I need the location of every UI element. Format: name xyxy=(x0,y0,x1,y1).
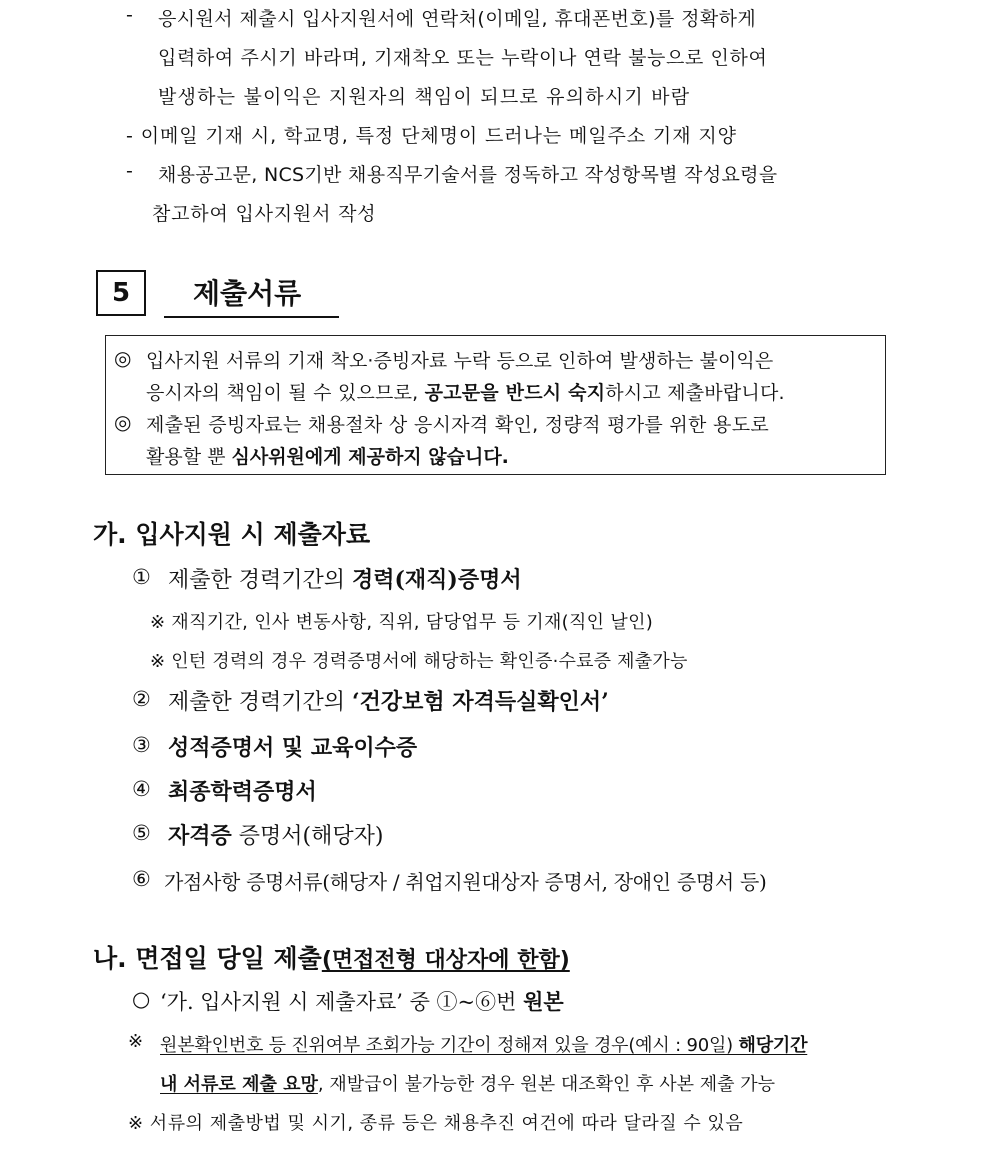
part-b-original-text: ‘가. 입사지원 시 제출자료’ 중 ①~⑥번 xyxy=(160,990,524,1014)
notice-p1-emphasis: 공고문을 반드시 숙지 xyxy=(424,382,606,404)
item-1-number: ① xyxy=(132,565,151,589)
intro-line-1: 응시원서 제출시 입사지원서에 연락처(이메일, 휴대폰번호)를 정확하게 xyxy=(158,8,757,30)
part-b-original-line xyxy=(160,986,564,1016)
notice-p1-line1: 입사지원 서류의 기재 착오·증빙자료 누락 등으로 인하여 발생하는 불이익은 xyxy=(146,350,774,372)
item-5 xyxy=(168,819,383,850)
part-b-original-emphasis: 원본 xyxy=(523,989,564,1014)
notice-bullet-1: ◎ xyxy=(114,346,132,370)
intro-line-2: 입력하여 주시기 바라며, 기재착오 또는 누락이나 연락 불능으로 인하여 xyxy=(158,47,768,69)
item-3-number: ③ xyxy=(132,733,151,757)
intro-line-3: 발생하는 불이익은 지원자의 책임이 되므로 유의하시기 바람 xyxy=(158,86,691,108)
intro-line-4: - 이메일 기재 시, 학교명, 특정 단체명이 드러나는 메일주소 기재 지양 xyxy=(126,125,737,147)
part-a-heading: 가. 입사지원 시 제출자료 xyxy=(93,520,371,549)
notice-p2-text: 활용할 뿐 xyxy=(146,446,232,468)
notice-p2-line2 xyxy=(146,442,509,469)
item-1-note-2: ※ 인턴 경력의 경우 경력증명서에 해당하는 확인증·수료증 제출가능 xyxy=(150,651,688,672)
part-b-note-1-text: 원본확인번호 등 진위여부 조회가능 기간이 정해져 있을 경우(예시 : 90일) xyxy=(160,1035,739,1056)
section-title-underline xyxy=(164,316,339,318)
part-b-note-1-emphasis: 해당기간 xyxy=(738,1035,808,1056)
item-5-document: 자격증 xyxy=(168,823,232,849)
part-b-heading xyxy=(93,939,570,975)
part-b-note-1-line2 xyxy=(160,1070,775,1096)
notice-p1-tail: 하시고 제출바랍니다. xyxy=(605,382,785,404)
item-4-document: 최종학력증명서 xyxy=(168,779,317,805)
item-6-text: 가점사항 증명서류(해당자 / 취업지원대상자 증명서, 장애인 증명서 등) xyxy=(164,870,767,894)
item-3-document: 성적증명서 및 교육이수증 xyxy=(168,735,418,761)
section-title: 제출서류 xyxy=(193,277,302,310)
item-2-document: ‘건강보험 자격득실확인서’ xyxy=(352,689,609,715)
intro-line-5: 채용공고문, NCS기반 채용직무기술서를 정독하고 작성항목별 작성요령을 xyxy=(158,164,778,186)
part-b-note-2: ※ 서류의 제출방법 및 시기, 종류 등은 채용추진 여건에 따라 달라질 수 있음 xyxy=(128,1113,744,1134)
notice-bullet-2: ◎ xyxy=(114,410,132,434)
intro-dash-2: - xyxy=(126,160,133,182)
item-2-number: ② xyxy=(132,687,151,711)
item-5-number: ⑤ xyxy=(132,821,151,845)
part-b-note-1-tail: , 재발급이 불가능한 경우 원본 대조확인 후 사본 제출 가능 xyxy=(317,1074,776,1095)
notice-p1-text: 응시자의 책임이 될 수 있으므로, xyxy=(146,382,425,404)
item-6-number: ⑥ xyxy=(132,867,151,891)
notice-p2-emphasis: 심사위원에게 제공하지 않습니다. xyxy=(231,446,509,468)
part-b-note-1-symbol: ※ xyxy=(128,1031,144,1052)
item-2 xyxy=(168,685,609,716)
item-1-text: 제출한 경력기간의 xyxy=(168,568,353,593)
item-1-note-1: ※ 재직기간, 인사 변동사항, 직위, 담당업무 등 기재(직인 날인) xyxy=(150,612,654,633)
item-2-text: 제출한 경력기간의 xyxy=(168,690,353,715)
item-1-document: 경력(재직)증명서 xyxy=(352,567,522,593)
part-b-heading-scope: (면접전형 대상자에 한함) xyxy=(321,948,570,973)
item-5-text: 증명서(해당자) xyxy=(231,824,384,849)
intro-dash-1: - xyxy=(126,4,133,26)
part-b-circle-bullet: ○ xyxy=(132,987,151,1011)
part-b-note-1-request: 내 서류로 제출 요망 xyxy=(160,1074,318,1095)
intro-line-6: 참고하여 입사지원서 작성 xyxy=(152,203,377,225)
item-1 xyxy=(168,563,522,594)
item-4-number: ④ xyxy=(132,777,151,801)
part-b-heading-main: 나. 면접일 당일 제출 xyxy=(93,944,322,973)
section-number-box: 5 xyxy=(96,270,146,316)
notice-p1-line2 xyxy=(146,378,785,405)
notice-p2-line1: 제출된 증빙자료는 채용절차 상 응시자격 확인, 정량적 평가를 위한 용도로 xyxy=(146,414,770,436)
part-b-note-1-line1 xyxy=(160,1031,807,1057)
